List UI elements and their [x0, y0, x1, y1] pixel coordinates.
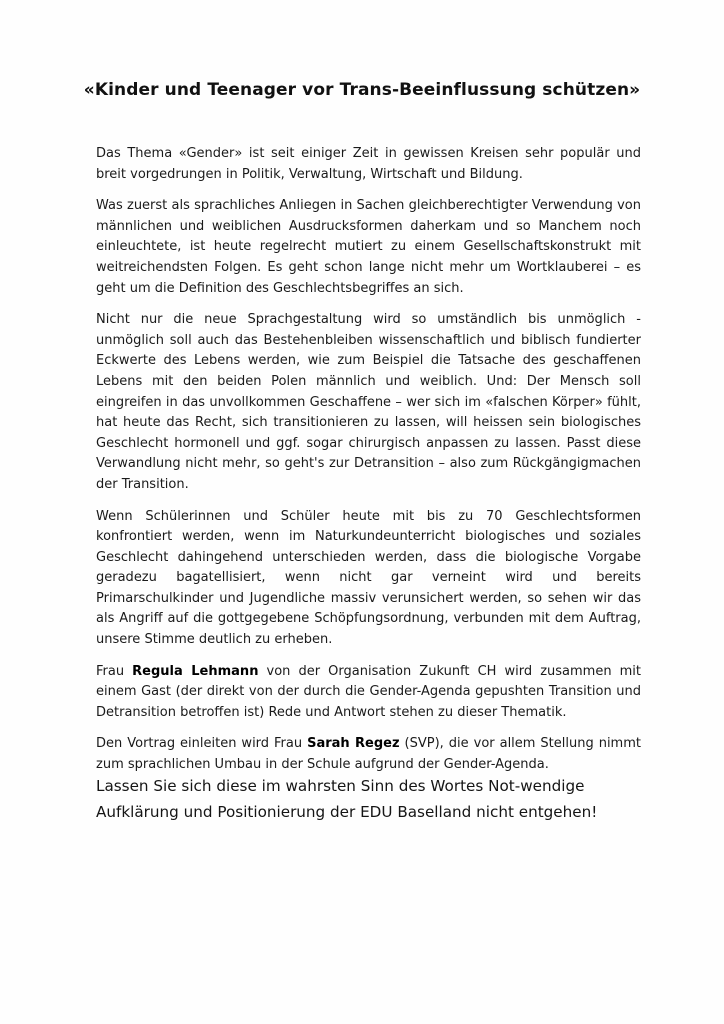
closing-statement	[96, 773, 656, 825]
speaker-name-sarah-regez: Sarah Regez	[307, 736, 400, 752]
closing-line-1: Lassen Sie sich diese im wahrsten Sinn des Wortes Not-wendige	[96, 777, 585, 795]
document-body	[96, 144, 641, 787]
paragraph-text: Frau	[96, 663, 133, 679]
paragraph-text: Den Vortrag einleiten wird Frau	[96, 736, 308, 752]
paragraph-speaker-regez	[96, 734, 641, 775]
document-title: «Kinder und Teenager vor Trans-Beeinflussung schützen»	[83, 80, 641, 100]
paragraph-text: (SVP), die vor allem Stellung nimmt zum sprachlichen Umbau in der Schule aufgrund der Gender-Agenda.	[96, 736, 641, 773]
paragraph-transition: Nicht nur die neue Sprachgestaltung wird so umständlich bis unmöglich - unmöglich soll auch das Bestehenbleiben wissenschaftlich und biblisch fundierter Eckwerte des Lebens werden, wie zum Beispiel die Tatsache des geschaffenen Lebens mit den beiden Polen männlich und weiblich. Und: Der Mensch soll eingreifen in das unvollkommen Geschaffene – wer sich im «falschen Körper» fühlt, hat heute das Recht, sich transitionieren zu lassen, will heissen sein biologisches Geschlecht hormonell und ggf. sogar chirurgisch anpassen zu lassen. Passt diese Verwandlung nicht mehr, so geht's zur Detransition – also zum Rückgängigmachen der Transition.	[96, 312, 641, 492]
speaker-name-regula-lehmann: Regula Lehmann	[132, 663, 259, 679]
paragraph-intro: Das Thema «Gender» ist seit einiger Zeit in gewissen Kreisen sehr populär und breit vorgedrungen in Politik, Verwaltung, Wirtschaft und Bildung.	[96, 146, 641, 182]
paragraph-speaker-lehmann	[96, 662, 641, 724]
closing-line-2: Aufklärung und Positionierung der EDU Baselland nicht entgehen!	[96, 803, 598, 821]
paragraph-schools: Wenn Schülerinnen und Schüler heute mit bis zu 70 Geschlechtsformen konfrontiert werden, wenn im Naturkundeunterricht biologisches und soziales Geschlecht dahingehend unterschieden werden, dass die biologische Vorgabe geradezu bagatellisiert, wenn nicht gar verneint wird und bereits Primarschulkinder und Jugendliche massiv verunsichert werden, so sehen wir das als Angriff auf die gottgegebene Schöpfungsordnung, verbunden mit dem Auftrag, unsere Stimme deutlich zu erheben.	[96, 508, 641, 648]
paragraph-text: von der Organisation Zukunft CH wird zusammen mit einem Gast (der direkt von der durch die Gender-Agenda gepushten Transition und Detransition betroffen ist) Rede und Antwort stehen zu dieser Thematik.	[96, 663, 642, 720]
paragraph-language-concern: Was zuerst als sprachliches Anliegen in Sachen gleichberechtigter Verwendung von männlichen und weiblichen Ausdrucksformen daherkam und so Manchem noch einleuchtete, ist heute regelrecht mutiert zu einem Gesellschaftskonstrukt mit weitreichendsten Folgen. Es geht schon lange nicht mehr um Wortklauberei – es geht um die Definition des Geschlechtsbegriffes an sich.	[96, 198, 641, 296]
